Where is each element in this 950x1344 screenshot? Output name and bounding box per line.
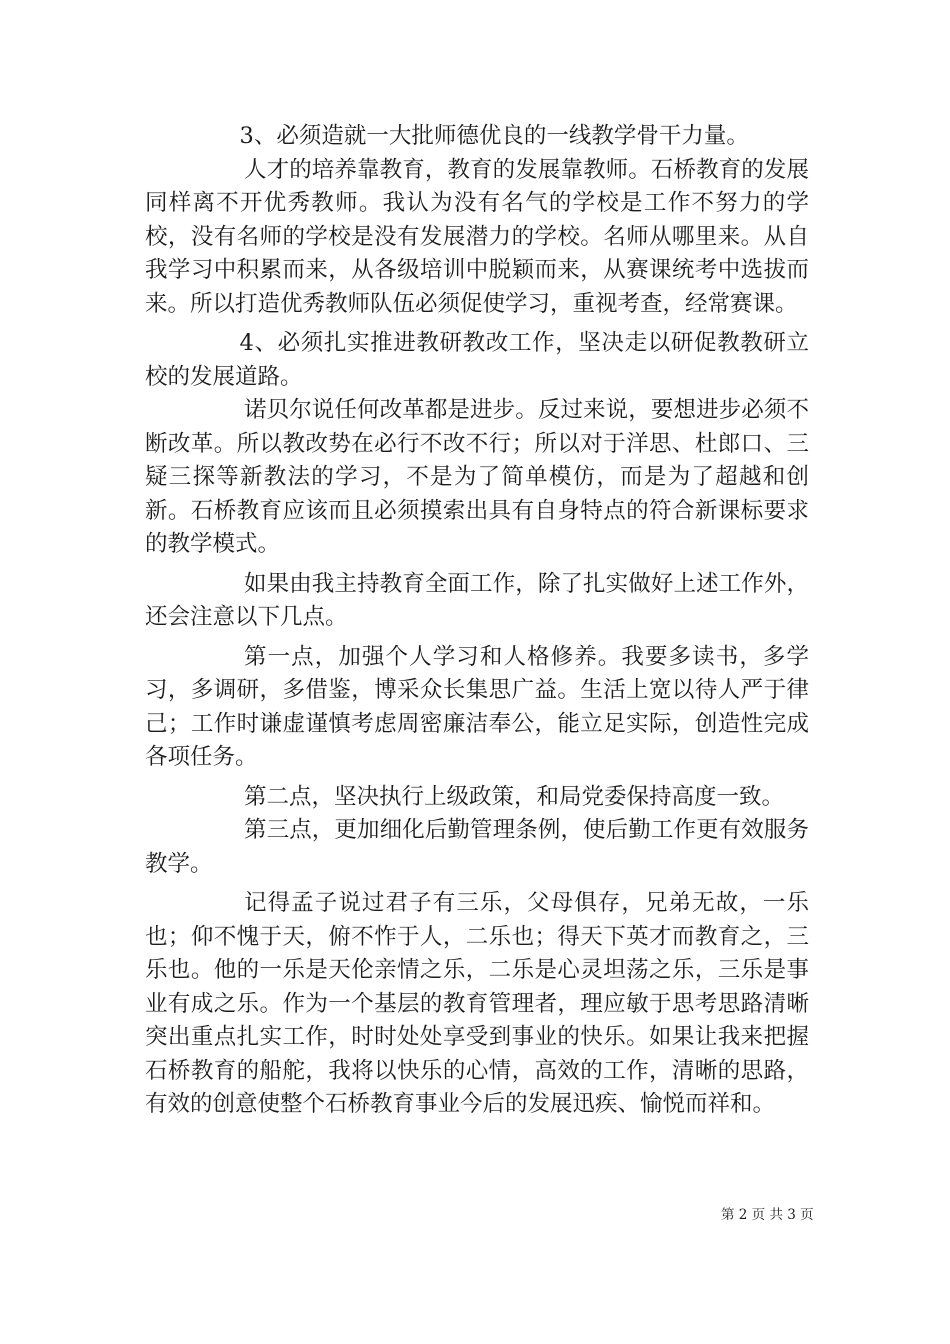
paragraph-mencius: 记得孟子说过君子有三乐，父母俱存，兄弟无故，一乐也；仰不愧于天，俯不怍于人，二乐也；得天下英才而教育之，三乐也。他的一乐是天伦亲情之乐，二乐是心灵坦荡之乐，三乐是事业有成之乐。作为一个基层的教育管理者，理应敏于思考思路清晰突出重点扎实工作，时时处处享受到事业的快乐。如果让我来把握石桥教育的船舵，我将以快乐的心情，高效的工作，清晰的思路，有效的创意使整个石桥教育事业今后的发展迅疾、愉悦而祥和。 bbox=[145, 890, 809, 1117]
paragraph-point-3: 3、必须造就一大批师德优良的一线教学骨干力量。 bbox=[239, 123, 749, 149]
page-number: 第 2 页 共 3 页 bbox=[721, 1207, 814, 1223]
paragraph-first-point: 第一点，加强个人学习和人格修养。我要多读书，多学习，多调研，多借鉴，博采众长集思广益。生活上宽以待人严于律己；工作时谦虚谨慎考虑周密廉洁奉公，能立足实际，创造性完成各项任务。 bbox=[145, 643, 809, 770]
paragraph-reform: 诺贝尔说任何改革都是进步。反过来说，要想进步必须不断改革。所以教改势在必行不改不行；所以对于洋思、杜郎口、三疑三探等新教法的学习，不是为了简单模仿，而是为了超越和创新。石桥教育应该而且必须摸索出具有自身特点的符合新课标要求的教学模式。 bbox=[145, 397, 809, 557]
paragraph-if-in-charge: 如果由我主持教育全面工作，除了扎实做好上述工作外，还会注意以下几点。 bbox=[145, 570, 809, 630]
paragraph-second-point: 第二点，坚决执行上级政策，和局党委保持高度一致。 bbox=[244, 783, 785, 810]
paragraph-third-point: 第三点，更加细化后勤管理条例，使后勤工作更有效服务教学。 bbox=[145, 817, 809, 877]
paragraph-teachers: 人才的培养靠教育，教育的发展靠教师。石桥教育的发展同样离不开优秀教师。我认为没有名气的学校是工作不努力的学校，没有名师的学校是没有发展潜力的学校。名师从哪里来。从自我学习中积累而来，从各级培训中脱颖而来，从赛课统考中选拔而来。所以打造优秀教师队伍必须促使学习，重视考查，经常赛课。 bbox=[145, 156, 809, 317]
paragraph-point-4: 4、必须扎实推进教研教改工作，坚决走以研促教教研立校的发展道路。 bbox=[145, 330, 809, 390]
document-body bbox=[145, 120, 809, 1122]
